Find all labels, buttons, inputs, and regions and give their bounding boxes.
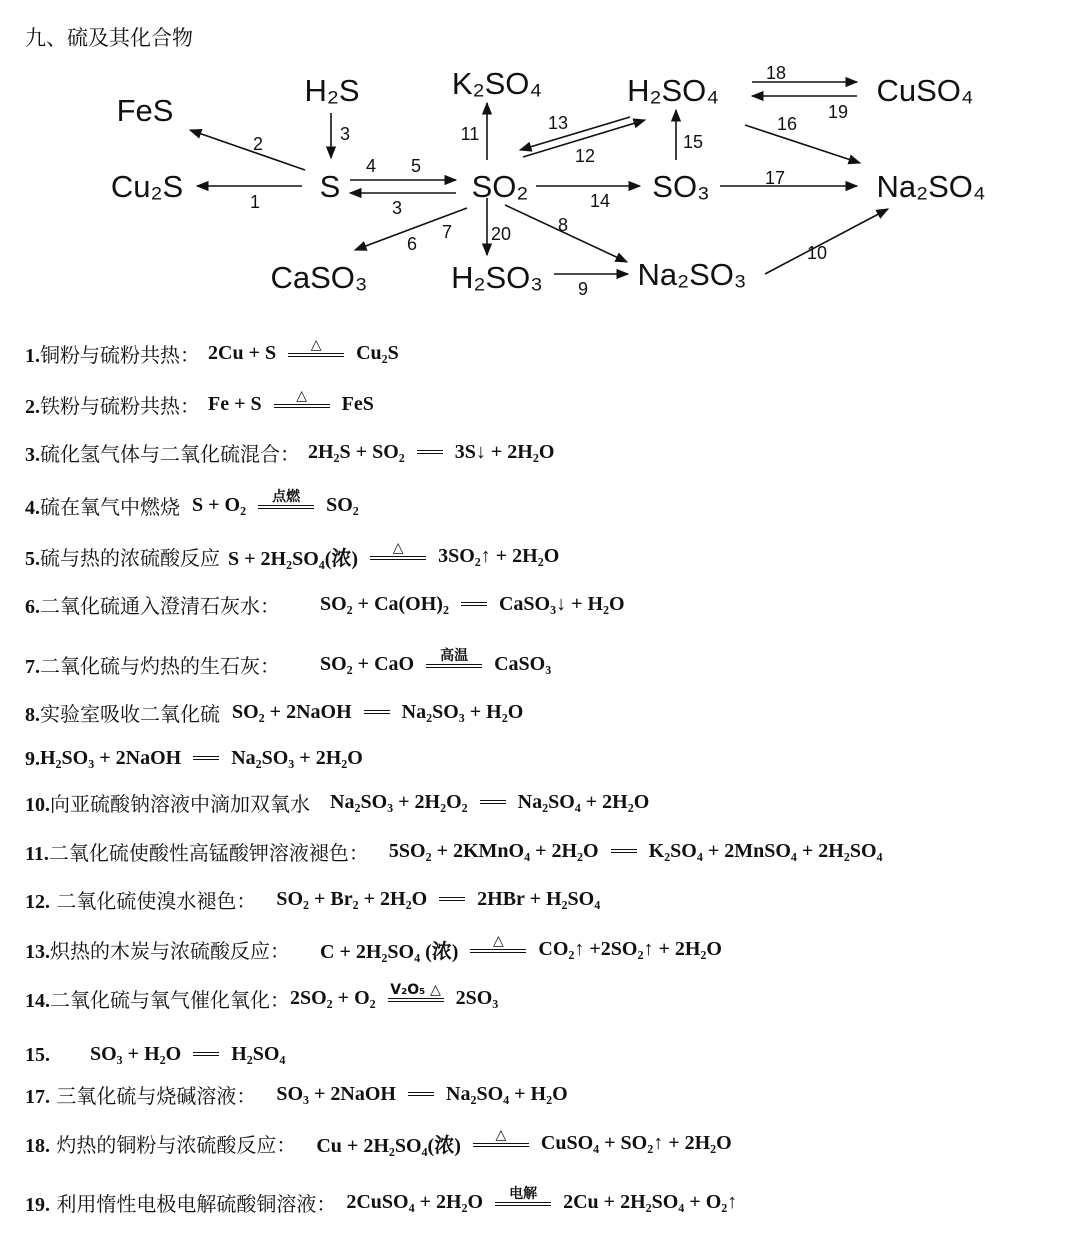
equation-description: 二氧化硫与氧气催化氧化：	[50, 987, 290, 1012]
equation-description: 三氧化硫与烧碱溶液：	[50, 1083, 257, 1108]
equals-sign	[388, 998, 444, 1002]
arrow-label: 20	[490, 224, 512, 244]
equation-row	[25, 1076, 568, 1112]
equation-number: 17.	[25, 1085, 50, 1108]
equation-products: Na₂SO₄ + 2H₂O	[517, 790, 650, 813]
equals-sign	[426, 664, 482, 668]
equation-number: 7.	[25, 655, 40, 678]
equation-condition	[473, 1127, 529, 1147]
equation-products: CuSO₄ + SO₂↑ + 2H₂O	[540, 1131, 732, 1154]
equation-description: 铁粉与硫粉共热：	[40, 393, 200, 418]
equation-condition	[288, 337, 344, 357]
equation-label	[25, 390, 200, 419]
arrow-label: 6	[406, 234, 418, 254]
equation-label	[25, 698, 220, 727]
arrow-label: 11	[460, 124, 480, 144]
condition-text: △	[495, 1127, 507, 1143]
arrow-label: 4	[365, 156, 377, 176]
equation-number: 12.	[25, 890, 50, 913]
arrow-label: 13	[547, 113, 569, 133]
equals-sign	[480, 800, 506, 804]
arrow-label: 16	[776, 114, 798, 134]
node-h2s: H₂S	[304, 73, 360, 108]
equation-row	[25, 335, 399, 371]
equation-description: 硫在氧气中燃烧	[40, 494, 180, 519]
equation-label	[25, 542, 220, 571]
equals-sign	[274, 404, 330, 408]
equation-condition	[370, 540, 426, 560]
equation-condition	[470, 933, 526, 953]
equation-number: 13.	[25, 940, 50, 963]
arrow-label: 19	[827, 102, 849, 122]
equation-number: 8.	[25, 703, 40, 726]
node-caso3: CaSO₃	[270, 260, 368, 295]
arrow-label: 1	[249, 192, 261, 212]
equation-row	[25, 538, 559, 574]
equation-products: 2Cu + 2H₂SO₄ + O₂↑	[563, 1190, 738, 1213]
condition-text: 高温	[440, 648, 469, 664]
equation-reactants: SO₂ + CaO	[320, 652, 415, 675]
equation-description: 实验室吸收二氧化硫	[40, 701, 220, 726]
equation-description: 铜粉与硫粉共热：	[40, 342, 200, 367]
equation-description: 硫化氢气体与二氧化硫混合：	[40, 441, 300, 466]
arrow-label: 17	[764, 168, 786, 188]
equation-reactants: 2CuSO₄ + 2H₂O	[346, 1190, 484, 1213]
equals-sign	[408, 1092, 434, 1096]
equation-label	[25, 1129, 296, 1158]
equals-sign	[473, 1143, 529, 1147]
equals-sign	[461, 602, 487, 606]
arrow-label: 10	[806, 243, 828, 263]
equation-condition	[408, 1092, 434, 1096]
equals-sign	[193, 756, 219, 760]
equation-products: Cu₂S	[356, 341, 399, 364]
equation-products: CaSO₃↓ + H₂O	[498, 592, 625, 615]
equation-label	[25, 837, 369, 866]
equation-condition	[274, 388, 330, 408]
equation-row	[25, 881, 600, 917]
equation-label	[25, 590, 280, 619]
equation-products: K₂SO₄ + 2MnSO₄ + 2H₂SO₄	[648, 839, 883, 862]
arrow-label: 12	[574, 146, 596, 166]
equation-row	[25, 1036, 285, 1072]
arrow-label: 9	[577, 279, 589, 299]
equation-condition	[364, 710, 390, 714]
equation-condition	[388, 982, 444, 1002]
equation-products: H₂SO₄	[231, 1042, 286, 1065]
equation-reactants: 2Cu + S	[208, 341, 277, 364]
arrow-label: 18	[765, 63, 787, 83]
equation-description: 灼热的铜粉与浓硫酸反应：	[50, 1132, 297, 1157]
equals-sign	[611, 849, 637, 853]
condition-text: 点燃	[272, 489, 301, 505]
equation-number: 1.	[25, 344, 40, 367]
equation-label	[25, 491, 180, 520]
condition-text: △	[392, 540, 404, 556]
equation-label	[25, 1080, 256, 1109]
equation-products: 3SO₂↑ + 2H₂O	[438, 544, 560, 567]
arrow-label: 3	[391, 198, 403, 218]
equation-row	[25, 931, 722, 967]
equation-condition	[426, 648, 482, 668]
equation-description: 向亚硫酸钠溶液中滴加双氧水	[50, 791, 310, 816]
equation-row	[25, 833, 883, 869]
equation-reactants: 5SO₂ + 2KMnO₄ + 2H₂O	[388, 839, 599, 862]
reaction-arrow	[765, 209, 888, 274]
equation-number: 11.	[25, 842, 49, 865]
equation-products: 2HBr + H₂SO₄	[477, 887, 601, 910]
node-h2so4: H₂SO₄	[627, 73, 719, 108]
arrow-label: 5	[410, 156, 422, 176]
equation-condition	[611, 849, 637, 853]
equation-row	[25, 1125, 732, 1161]
arrow-label: 2	[252, 134, 264, 154]
equation-row	[25, 586, 625, 622]
arrow-label: 3	[339, 124, 351, 144]
equation-label	[25, 339, 200, 368]
equation-row	[25, 1184, 737, 1220]
node-so3: SO₃	[652, 169, 710, 204]
node-so2: SO₂	[471, 169, 529, 204]
equation-reactants: SO₂ + Br₂ + 2H₂O	[276, 887, 428, 910]
equation-label	[25, 650, 280, 679]
node-s: S	[319, 169, 341, 204]
arrow-label: 7	[441, 222, 453, 242]
condition-text: V₂O₅ △	[390, 982, 441, 998]
node-h2so3: H₂SO₃	[451, 260, 543, 295]
node-fes: FeS	[116, 93, 174, 128]
equation-products: 2SO₃	[455, 986, 499, 1009]
equals-sign	[370, 556, 426, 560]
equation-description: 炽热的木炭与浓硫酸反应：	[50, 938, 290, 963]
equation-description: 二氧化硫使溴水褪色：	[50, 888, 257, 913]
reaction-arrow	[190, 130, 305, 170]
node-cu2s: Cu₂S	[110, 169, 184, 204]
equation-products: FeS	[341, 392, 374, 415]
equation-label	[25, 935, 290, 964]
equation-label	[25, 1188, 336, 1217]
equation-reactants: S + 2H₂SO₄(浓)	[228, 547, 359, 570]
equation-products: SO₂	[326, 493, 359, 516]
equation-row	[25, 980, 498, 1016]
equation-reactants: Fe + S	[208, 392, 262, 415]
equation-description: 硫与热的浓硫酸反应	[40, 545, 220, 570]
equation-row	[25, 646, 551, 682]
condition-text: 电解	[509, 1186, 538, 1202]
equation-number: 6.	[25, 595, 40, 618]
equation-condition	[461, 602, 487, 606]
equation-condition	[439, 897, 465, 901]
equals-sign	[258, 505, 314, 509]
equation-condition	[258, 489, 314, 509]
node-na2so4: Na₂SO₄	[876, 169, 986, 204]
equals-sign	[470, 949, 526, 953]
equation-reactants: 2SO₂ + O₂	[290, 986, 376, 1009]
condition-text: △	[296, 388, 308, 404]
equation-number: 3.	[25, 443, 40, 466]
equals-sign	[439, 897, 465, 901]
equation-products: Na₂SO₃ + 2H₂O	[231, 746, 363, 769]
equation-description: 二氧化硫与灼热的生石灰：	[40, 653, 280, 678]
equation-products: Na₂SO₄ + H₂O	[446, 1082, 568, 1105]
equation-description: 利用惰性电极电解硫酸铜溶液：	[50, 1191, 337, 1216]
equation-number: 14.	[25, 989, 50, 1012]
equation-reactants: 2H₂S + SO₂	[308, 440, 405, 463]
equation-reactants: Cu + 2H₂SO₄(浓)	[316, 1134, 461, 1157]
equation-products: 3S↓ + 2H₂O	[454, 440, 555, 463]
equation-condition	[480, 800, 506, 804]
equation-reactants: SO₃ + H₂O	[90, 1042, 182, 1065]
equation-row	[25, 694, 523, 730]
equation-label	[25, 746, 40, 771]
equation-description: 二氧化硫使酸性高锰酸钾溶液褪色：	[48, 840, 369, 865]
node-cuso4: CuSO₄	[876, 73, 974, 108]
equation-reactants: SO₂ + Ca(OH)₂	[320, 592, 449, 615]
equation-number: 18.	[25, 1134, 50, 1157]
equation-label	[25, 438, 300, 467]
equals-sign	[495, 1202, 551, 1206]
equation-reactants: SO₃ + 2NaOH	[276, 1082, 396, 1105]
equation-number: 2.	[25, 395, 40, 418]
node-k2so4: K₂SO₄	[451, 66, 543, 101]
condition-text: △	[310, 337, 322, 353]
equals-sign	[193, 1052, 219, 1056]
equals-sign	[288, 353, 344, 357]
arrow-label: 14	[589, 191, 611, 211]
equation-row	[25, 434, 554, 470]
equation-reactants: S + O₂	[192, 493, 247, 516]
equation-description: 二氧化硫通入澄清石灰水：	[40, 593, 280, 618]
equation-label	[25, 788, 310, 817]
equation-number: 5.	[25, 547, 40, 570]
equation-reactants: C + 2H₂SO₄ (浓)	[320, 940, 459, 963]
equation-reactants: Na₂SO₃ + 2H₂O₂	[330, 790, 468, 813]
equation-products: Na₂SO₃ + H₂O	[401, 700, 524, 723]
equation-row	[25, 784, 649, 820]
sulfur-reaction-diagram	[0, 0, 1080, 310]
equation-condition	[495, 1186, 551, 1206]
equation-reactants: SO₂ + 2NaOH	[232, 700, 352, 723]
equation-number: 10.	[25, 793, 50, 816]
equation-label	[25, 1042, 50, 1067]
equation-label	[25, 885, 256, 914]
equation-reactants: H₂SO₃ + 2NaOH	[40, 746, 182, 769]
equals-sign	[364, 710, 390, 714]
equation-products: CaSO₃	[494, 652, 552, 675]
equation-number: 19.	[25, 1193, 50, 1216]
equation-condition	[193, 756, 219, 760]
equation-row	[25, 386, 374, 422]
equation-row	[25, 740, 363, 776]
equation-row	[25, 487, 359, 523]
node-na2so3: Na₂SO₃	[637, 257, 747, 292]
equation-products: CO₂↑ +2SO₂↑ + 2H₂O	[538, 937, 722, 960]
equation-label	[25, 984, 290, 1013]
equation-condition	[417, 450, 443, 454]
reaction-arrow	[745, 125, 860, 163]
equation-number: 9.	[25, 747, 40, 770]
equation-number: 4.	[25, 496, 40, 519]
equation-condition	[193, 1052, 219, 1056]
condition-text: △	[493, 933, 504, 949]
equals-sign	[417, 450, 443, 454]
section-title: 九、硫及其化合物	[25, 26, 193, 50]
arrow-label: 8	[557, 215, 569, 235]
arrow-label: 15	[682, 132, 704, 152]
equation-number: 15.	[25, 1043, 50, 1066]
